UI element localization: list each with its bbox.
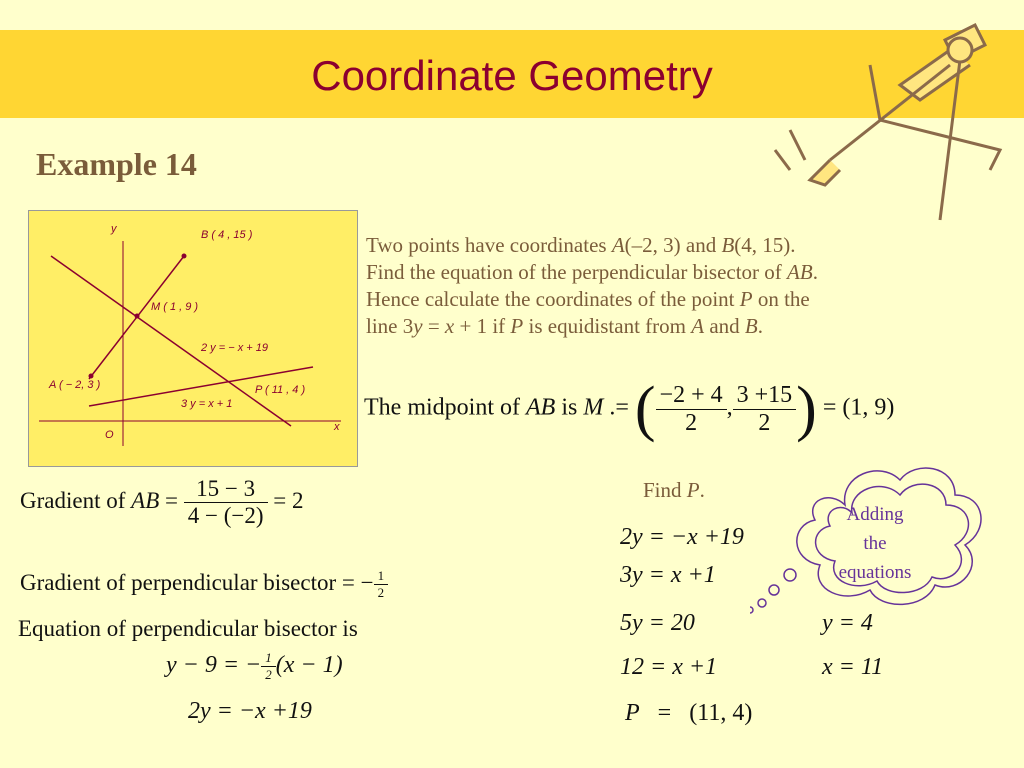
coordinate-figure xyxy=(28,210,358,467)
point-p-label: P ( 11 , 4 ) xyxy=(255,384,306,396)
find-p-eq-3: 5y = 20 xyxy=(620,610,695,636)
midpoint-equation: The midpoint of AB is M .= ( $\frac{-2 + 4}{2}$ , $\frac{3 +15}{2}$ ) = (1, 9) xyxy=(364,375,895,443)
compass-icon xyxy=(770,20,1020,240)
find-p-eq-2: 3y = x +1 xyxy=(620,562,716,588)
find-p-x-result: x = 11 xyxy=(822,654,884,680)
x-axis-label: x xyxy=(334,421,340,433)
bisector-equation-label: 2 y = − x + 19 xyxy=(201,342,268,354)
slide-title: Coordinate Geometry xyxy=(311,52,713,99)
problem-statement xyxy=(366,232,1021,340)
point-a-label: A ( − 2, 3 ) xyxy=(49,379,101,391)
find-p-y-result: y = 4 xyxy=(822,610,873,636)
problem-line-1: Two points have coordinates A(–2, 3) and B(4, 15). xyxy=(366,233,796,257)
gradient-perp-equation: Gradient of perpendicular bisector = − $\frac{1}{2}$ xyxy=(20,568,388,601)
bisector-line xyxy=(51,256,291,426)
gradient-ab-fraction: $\frac{15 - 3}{4 - (-2)}$ xyxy=(184,476,268,529)
point-a-dot xyxy=(89,374,94,379)
problem-line-3: Hence calculate the coordinates of the point P on the xyxy=(366,287,810,311)
point-b-label: B ( 4 , 15 ) xyxy=(201,229,253,241)
figure-graph xyxy=(29,211,357,466)
example-heading: Example 14 xyxy=(36,146,197,182)
problem-line-4: line 3y = x + 1 if P is equidistant from A and B. xyxy=(366,314,763,338)
gradient-ab-equation: Gradient of AB = $\frac{15 - 3}{4 - (-2)}$ = 2 xyxy=(20,476,304,528)
point-m-dot xyxy=(135,314,140,319)
point-m-label: M ( 1 , 9 ) xyxy=(151,301,199,313)
thought-cloud-text: Adding the equations xyxy=(838,504,912,583)
equation-perp-line-1: y − 9 = − $\frac{1}{2}$ (x − 1) xyxy=(166,650,343,682)
origin-label: O xyxy=(105,429,114,441)
y-axis-label: y xyxy=(111,223,117,235)
find-p-label: Find P. xyxy=(643,478,705,502)
problem-line-2: Find the equation of the perpendicular bisector of AB. xyxy=(366,260,818,284)
equation-perp-label: Equation of perpendicular bisector is xyxy=(18,616,358,641)
find-p-eq-1: 2y = −x +19 xyxy=(620,524,744,550)
gradient-perp-fraction: $\frac{1}{2}$ xyxy=(374,568,389,601)
midpoint-y-fraction: $\frac{3 +15}{2}$ xyxy=(733,382,797,437)
equation-perp-fraction: $\frac{1}{2}$ xyxy=(261,650,276,683)
given-line-label: 3 y = x + 1 xyxy=(181,398,233,410)
equation-perp-line-2: 2y = −x +19 xyxy=(188,698,312,724)
find-p-result: P = (11, 4) xyxy=(625,700,753,726)
find-p-eq-4: 12 = x +1 xyxy=(620,654,718,680)
midpoint-x-fraction: $\frac{-2 + 4}{2}$ xyxy=(656,382,727,437)
point-b-dot xyxy=(182,254,187,259)
